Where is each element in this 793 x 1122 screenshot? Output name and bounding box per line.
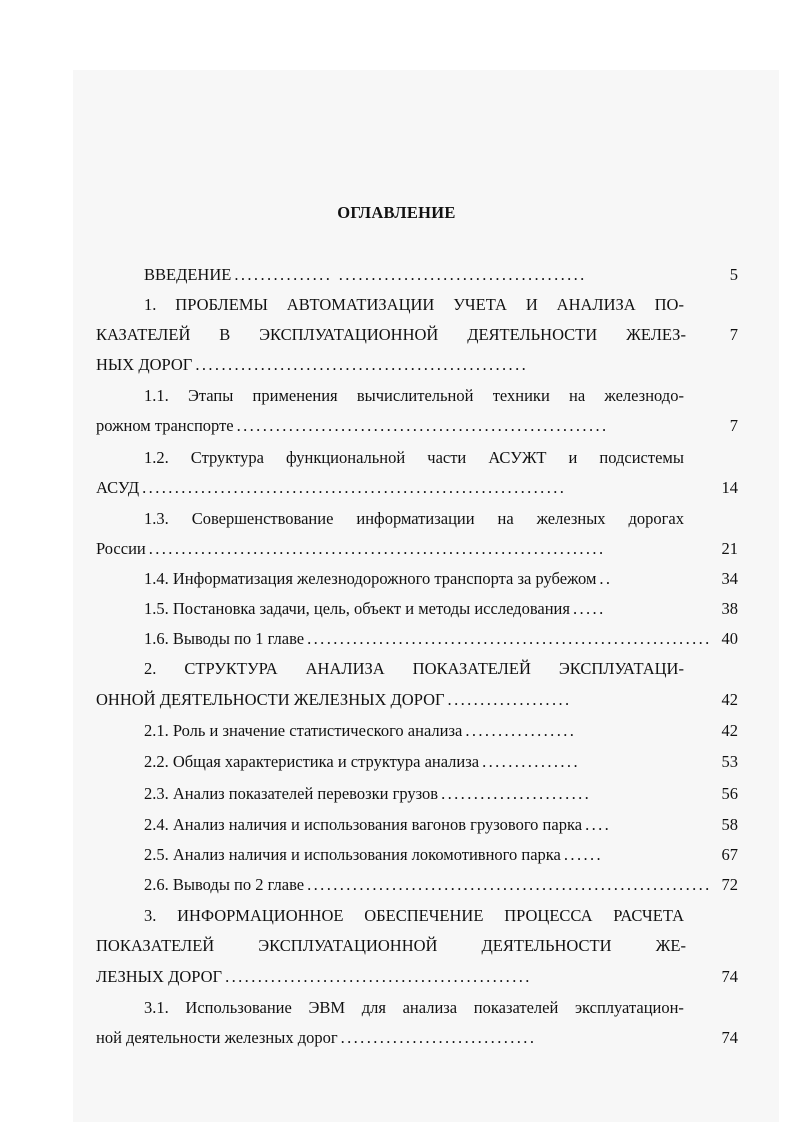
word: применения (252, 386, 338, 405)
toc-entry-text: ЛЕЗНЫХ ДОРОГ (96, 967, 223, 986)
word: АНАЛИЗА (305, 659, 385, 678)
word: ДЕЯТЕЛЬНОСТИ (467, 325, 598, 344)
word: Этапы (187, 386, 234, 405)
toc-entry-text: рожном транспорте (96, 416, 234, 435)
word: ЭВМ (308, 998, 346, 1017)
word: ПОКАЗАТЕЛЕЙ (412, 659, 531, 678)
toc-entry-1-5 (144, 597, 606, 621)
toc-leader-dots: ............... (482, 752, 580, 771)
word: дорогах (628, 509, 684, 528)
word: информатизации (356, 509, 475, 528)
word: вычислительной (356, 386, 474, 405)
toc-entry-chapter-3-line-1 (144, 904, 684, 928)
word: ЭКСПЛУАТАЦИОННОЙ (259, 325, 439, 344)
word: на (497, 509, 514, 528)
toc-entry-text: АСУД (96, 478, 140, 497)
toc-entry-text: 1.5. Постановка задачи, цель, объект и методы исследования (144, 599, 570, 618)
toc-entry-2-4 (144, 813, 611, 837)
toc-page-number: 53 (721, 752, 738, 771)
toc-entry-text: 2.5. Анализ наличия и использования локомотивного парка (144, 845, 561, 864)
word: на (569, 386, 586, 405)
word: 1.1. (144, 386, 169, 405)
toc-page-number: 74 (721, 967, 738, 986)
word: 1.3. (144, 509, 169, 528)
toc-entry-text: 2.3. Анализ показателей перевозки грузов (144, 784, 439, 803)
toc-entry-text: 2.6. Выводы по 2 главе (144, 875, 305, 894)
toc-entry-text: 1.4. Информатизация железнодорожного транспорта за рубежом (144, 569, 597, 588)
toc-entry-text: 2.1. Роль и значение статистического анализа (144, 721, 463, 740)
toc-entry-chapter-3-line-3 (96, 965, 532, 989)
word: техники (492, 386, 550, 405)
toc-entry-chapter-3-line-2 (96, 934, 686, 958)
word: 2. (144, 659, 157, 678)
word: подсистемы (599, 448, 684, 467)
word: эксплуатацион- (574, 998, 684, 1017)
word: 3.1. (144, 998, 169, 1017)
toc-page-number: 56 (721, 784, 738, 803)
toc-leader-dots: ............... ...................................... (234, 265, 587, 284)
toc-leader-dots: ..... (572, 599, 606, 618)
toc-entry-text: России (96, 539, 146, 558)
toc-leader-dots: .............................................................. (307, 875, 712, 894)
word: АВТОМАТИЗАЦИИ (286, 295, 435, 314)
word: ЭКСПЛУАТАЦИ- (558, 659, 684, 678)
toc-entry-text: 2.2. Общая характеристика и структура анализа (144, 752, 480, 771)
toc-entry-text: 1.6. Выводы по 1 главе (144, 629, 305, 648)
word: части (427, 448, 467, 467)
word: ОБЕСПЕЧЕНИЕ (364, 906, 484, 925)
toc-entry-1-2-line-2 (96, 476, 566, 500)
toc-entry-1-1-line-1 (144, 384, 684, 408)
toc-leader-dots: ......................................................... (236, 416, 609, 435)
word: ПОКАЗАТЕЛЕЙ (96, 936, 215, 955)
toc-entry-1-3-line-2 (96, 537, 605, 561)
toc-page-number: 58 (721, 815, 738, 834)
word: Совершенствование (191, 509, 334, 528)
word: В (219, 325, 231, 344)
toc-leader-dots: ...................................................................... (148, 539, 606, 558)
toc-page-number: 42 (721, 721, 738, 740)
toc-leader-dots: ................... (447, 690, 572, 709)
word: И (525, 295, 538, 314)
word: 1.2. (144, 448, 169, 467)
page-title: ОГЛАВЛЕНИЕ (337, 203, 456, 222)
toc-entry-chapter-2-line-1 (144, 657, 684, 681)
toc-entry-1-6 (144, 627, 712, 651)
word: ПРОБЛЕМЫ (175, 295, 268, 314)
word: АНАЛИЗА (556, 295, 636, 314)
toc-entry-1-4 (144, 567, 612, 591)
toc-entry-3-1-line-2 (96, 1026, 536, 1050)
word: функциональной (285, 448, 406, 467)
toc-leader-dots: ................. (465, 721, 577, 740)
word: Использование (185, 998, 292, 1017)
word: РАСЧЕТА (613, 906, 684, 925)
toc-page-number: 42 (721, 690, 738, 709)
toc-page-number: 72 (721, 875, 738, 894)
toc-entry-chapter-1-line-1 (144, 293, 684, 317)
word: ПО- (654, 295, 684, 314)
word: железных (536, 509, 606, 528)
word: ЭКСПЛУАТАЦИОННОЙ (258, 936, 438, 955)
toc-page-number: 40 (721, 629, 738, 648)
toc-page-number: 21 (721, 539, 738, 558)
toc-entry-1-1-line-2 (96, 414, 609, 438)
toc-entry-text: НЫХ ДОРОГ (96, 355, 193, 374)
toc-entry-text: 2.4. Анализ наличия и использования вагонов грузового парка (144, 815, 583, 834)
toc-leader-dots: ....................... (441, 784, 592, 803)
toc-entry-chapter-2-line-2 (96, 688, 572, 712)
toc-entry-chapter-1-line-3 (96, 353, 528, 377)
word: анализа (402, 998, 458, 1017)
toc-page-number: 38 (721, 599, 738, 618)
toc-page-number: 34 (721, 569, 738, 588)
toc-leader-dots: ................................................... (195, 355, 529, 374)
toc-entry-2-1 (144, 719, 576, 743)
word: УЧЕТА (453, 295, 507, 314)
toc-leader-dots: ................................................................. (142, 478, 567, 497)
toc-leader-dots: .. (599, 569, 613, 588)
toc-entry-introduction (144, 263, 587, 287)
word: ПРОЦЕССА (504, 906, 593, 925)
word: показателей (473, 998, 559, 1017)
toc-page-number: 74 (721, 1028, 738, 1047)
toc-page-number: 7 (729, 325, 738, 344)
toc-page-number: 67 (721, 845, 738, 864)
toc-leader-dots: ............................................... (225, 967, 532, 986)
word: для (361, 998, 386, 1017)
word: 3. (144, 906, 157, 925)
toc-entry-3-1-line-1 (144, 996, 684, 1020)
toc-page-number: 5 (729, 265, 738, 284)
toc-entry-text: ОННОЙ ДЕЯТЕЛЬНОСТИ ЖЕЛЕЗНЫХ ДОРОГ (96, 690, 445, 709)
word: ИНФОРМАЦИОННОЕ (177, 906, 344, 925)
word: АСУЖТ (488, 448, 547, 467)
toc-page-number: 14 (721, 478, 738, 497)
toc-entry-text: ВВЕДЕНИЕ (144, 265, 232, 284)
word: 1. (144, 295, 157, 314)
toc-entry-1-2-line-1 (144, 446, 684, 470)
toc-leader-dots: .............................. (340, 1028, 537, 1047)
toc-entry-2-5 (144, 843, 603, 867)
toc-entry-chapter-1-line-2 (96, 323, 686, 347)
toc-leader-dots: .............................................................. (307, 629, 712, 648)
toc-entry-2-6 (144, 873, 712, 897)
word: ЖЕЛЕЗ- (626, 325, 686, 344)
word: ДЕЯТЕЛЬНОСТИ (481, 936, 612, 955)
toc-leader-dots: .... (585, 815, 612, 834)
word: ЖЕ- (655, 936, 686, 955)
word: СТРУКТУРА (184, 659, 278, 678)
toc-entry-text: ной деятельности железных дорог (96, 1028, 338, 1047)
toc-entry-2-2 (144, 750, 580, 774)
toc-page-number: 7 (729, 416, 738, 435)
word: и (568, 448, 578, 467)
toc-entry-2-3 (144, 782, 591, 806)
toc-entry-1-3-line-1 (144, 507, 684, 531)
word: КАЗАТЕЛЕЙ (96, 325, 191, 344)
toc-leader-dots: ...... (563, 845, 604, 864)
word: железнодо- (604, 386, 684, 405)
word: Структура (190, 448, 264, 467)
